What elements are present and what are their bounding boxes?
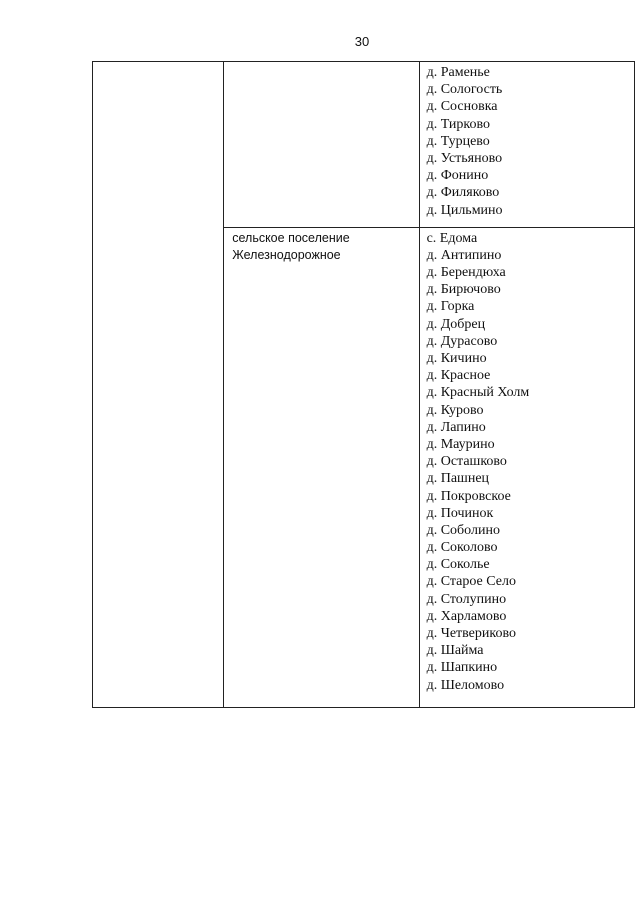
localities-cell bbox=[419, 227, 634, 707]
locality-item: д. Курово bbox=[426, 402, 484, 418]
locality-item: д. Тирково bbox=[426, 116, 491, 132]
locality-item: д. Покровское bbox=[426, 488, 511, 504]
locality-item: д. Устьяново bbox=[426, 150, 503, 166]
locality-item: д. Сологость bbox=[426, 82, 503, 98]
table-row bbox=[93, 62, 635, 228]
locality-item: д. Берендюха bbox=[426, 265, 506, 281]
locality-item: с. Едома bbox=[426, 230, 478, 246]
locality-item: д. Четвериково bbox=[426, 626, 516, 641]
locality-item: д. Починок bbox=[426, 505, 494, 521]
locality-item: д. Фонино bbox=[426, 168, 489, 184]
localities-list bbox=[420, 228, 634, 707]
localities-list bbox=[420, 62, 634, 227]
locality-item: д. Кичино bbox=[426, 351, 487, 366]
locality-item: д. Шапкино bbox=[426, 660, 498, 676]
localities-cell bbox=[419, 62, 634, 228]
locality-item: д. Лапино bbox=[426, 419, 486, 435]
locality-item: д. Осташково bbox=[426, 454, 507, 470]
locality-item: д. Шеломово bbox=[426, 677, 505, 693]
locality-item: д. Маурино bbox=[426, 436, 495, 452]
settlement-cell bbox=[224, 227, 419, 707]
locality-item: д. Добрец bbox=[426, 316, 486, 332]
locality-item: д. Дурасово bbox=[426, 333, 498, 349]
settlement-name: сельское поселение Железнодорожное bbox=[232, 230, 350, 262]
locality-item: д. Сосновка bbox=[426, 99, 498, 115]
locality-item: д. Турцево bbox=[426, 133, 490, 149]
locality-item: д. Раменье bbox=[426, 65, 490, 80]
locality-item: д. Старое Село bbox=[426, 574, 516, 590]
settlement-name bbox=[224, 62, 418, 64]
district-cell bbox=[93, 62, 224, 708]
locality-item: д. Пашнец bbox=[426, 471, 490, 487]
locality-item: д. Филяково bbox=[426, 185, 500, 201]
settlement-cell bbox=[224, 62, 419, 228]
localities-table bbox=[92, 61, 635, 708]
locality-item: д. Харламово bbox=[426, 608, 507, 624]
locality-item: д. Красный Холм bbox=[426, 385, 530, 401]
locality-item: д. Антипино bbox=[426, 247, 502, 263]
locality-item: д. Соколово bbox=[426, 540, 498, 556]
locality-item: д. Сокольe bbox=[426, 557, 490, 573]
district-name bbox=[93, 62, 223, 64]
locality-item: д. Цильмино bbox=[426, 202, 503, 218]
locality-item: д. Столупино bbox=[426, 591, 507, 607]
locality-item: д. Горка bbox=[426, 299, 475, 315]
locality-item: д. Шайма bbox=[426, 643, 484, 659]
page-number: 30 bbox=[354, 34, 370, 49]
locality-item: д. Красное bbox=[426, 368, 491, 384]
locality-item: д. Соболино bbox=[426, 522, 500, 538]
locality-item: д. Бирючово bbox=[426, 282, 501, 298]
